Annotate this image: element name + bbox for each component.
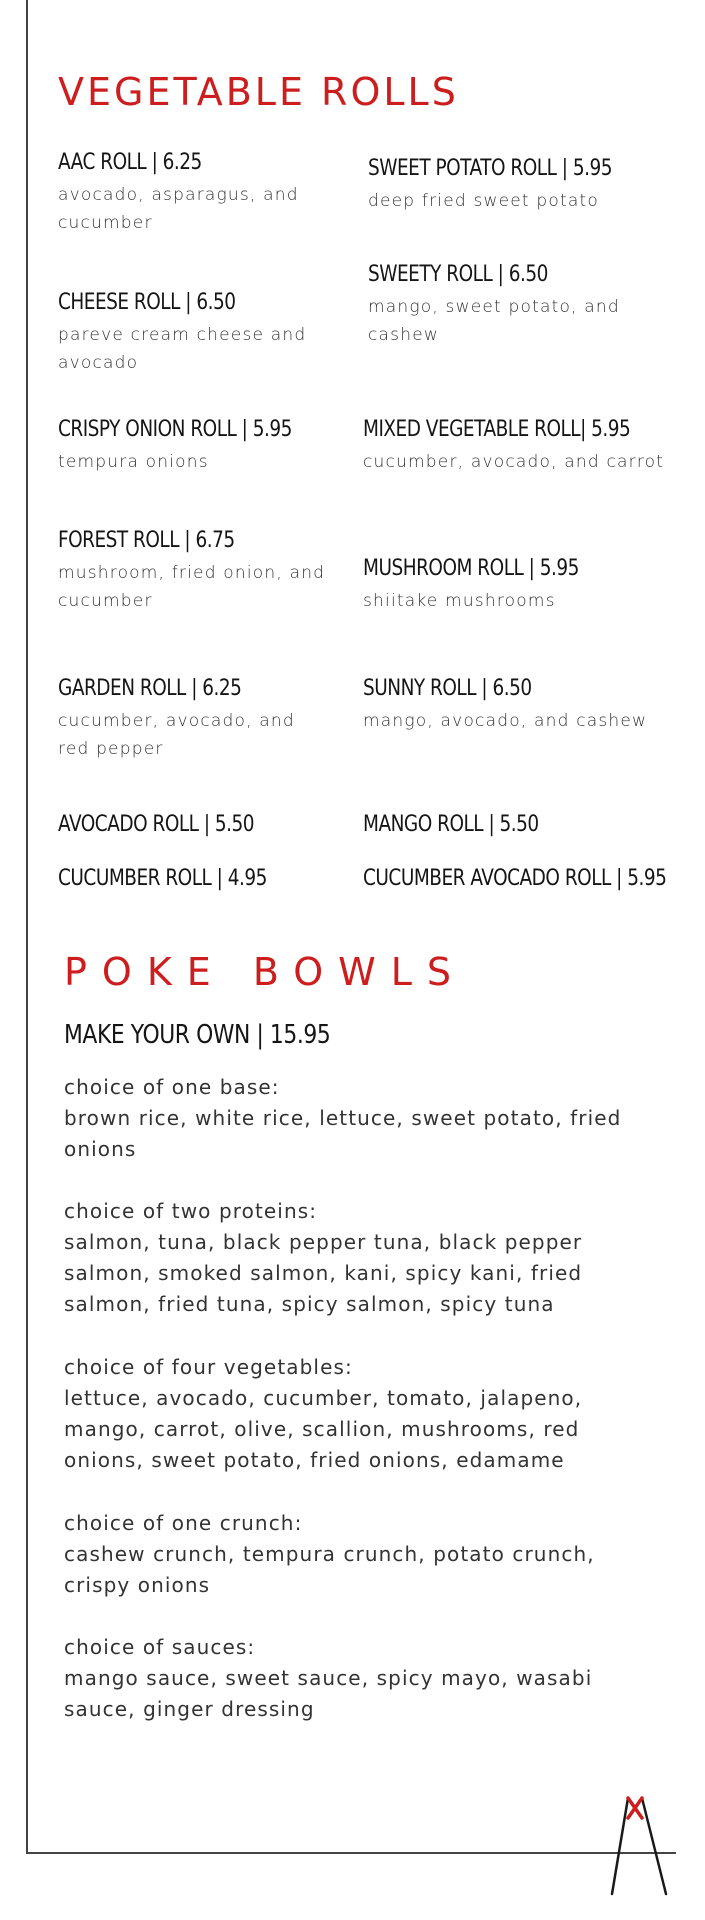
item-name: CUCUMBER AVOCADO ROLL | 5.95 — [363, 866, 667, 891]
item-desc: mango, sweet potato, and cashew — [368, 297, 620, 345]
poke-group-options: salmon, tuna, black pepper tuna, black pepper salmon, smoked salmon, kani, spicy kani, fried salmon, fried tuna, spicy salmon, spicy tuna — [64, 1230, 583, 1316]
item-desc: mushroom, fried onion, and cucumber — [58, 563, 326, 611]
poke-group-vegetables — [64, 1352, 664, 1476]
item-desc: mango, avocado, and cashew — [363, 711, 648, 731]
poke-bowls-title: POKE BOWLS — [64, 950, 467, 994]
make-your-own-header: MAKE YOUR OWN | 15.95 — [64, 1020, 331, 1050]
item-name: AVOCADO ROLL | 5.50 — [58, 812, 255, 837]
poke-group-label: choice of one base: — [64, 1075, 280, 1099]
menu-item-sweety-roll — [368, 262, 638, 349]
poke-group-sauces — [64, 1632, 664, 1725]
item-name: SWEETY ROLL | 6.50 — [368, 262, 548, 287]
menu-item-mango-roll — [363, 812, 683, 837]
item-name: FOREST ROLL | 6.75 — [58, 528, 235, 553]
menu-item-avocado-roll — [58, 812, 328, 837]
item-name: GARDEN ROLL | 6.25 — [58, 676, 242, 701]
poke-group-base — [64, 1072, 664, 1165]
menu-item-mixed-vegetable-roll — [363, 417, 683, 476]
item-desc: avocado, asparagus, and cucumber — [58, 185, 299, 233]
menu-item-crispy-onion-roll — [58, 417, 328, 476]
item-desc: cucumber, avocado, and red pepper — [58, 711, 295, 759]
item-desc: shiitake mushrooms — [363, 591, 556, 611]
poke-group-crunch — [64, 1508, 664, 1601]
frame-left-border — [26, 0, 28, 1853]
poke-group-label: choice of one crunch: — [64, 1511, 303, 1535]
chopsticks-icon — [600, 1796, 670, 1896]
item-name: SUNNY ROLL | 6.50 — [363, 676, 532, 701]
item-name: AAC ROLL | 6.25 — [58, 150, 202, 175]
item-name: MANGO ROLL | 5.50 — [363, 812, 539, 837]
menu-item-aac-roll — [58, 150, 328, 237]
poke-group-options: cashew crunch, tempura crunch, potato crunch, crispy onions — [64, 1542, 595, 1597]
item-name: MIXED VEGETABLE ROLL| 5.95 — [363, 417, 631, 442]
item-desc: cucumber, avocado, and carrot — [363, 452, 665, 472]
item-desc: deep fried sweet potato — [368, 191, 599, 211]
poke-group-proteins — [64, 1196, 664, 1320]
poke-group-options: mango sauce, sweet sauce, spicy mayo, wasabi sauce, ginger dressing — [64, 1666, 593, 1721]
poke-group-label: choice of four vegetables: — [64, 1355, 353, 1379]
poke-group-options: lettuce, avocado, cucumber, tomato, jalapeno, mango, carrot, olive, scallion, mushrooms, red onions, sweet potato, fried onions, edamame — [64, 1386, 583, 1472]
poke-group-label: choice of sauces: — [64, 1635, 256, 1659]
menu-item-sweet-potato-roll — [368, 156, 638, 215]
menu-item-forest-roll — [58, 528, 328, 615]
menu-item-mushroom-roll — [363, 556, 683, 615]
menu-item-cucumber-avocado-roll — [363, 866, 683, 891]
menu-item-garden-roll — [58, 676, 328, 763]
item-name: SWEET POTATO ROLL | 5.95 — [368, 156, 612, 181]
poke-group-options: brown rice, white rice, lettuce, sweet potato, fried onions — [64, 1106, 622, 1161]
vegetable-rolls-title: VEGETABLE ROLLS — [58, 70, 459, 114]
item-desc: tempura onions — [58, 452, 209, 472]
frame-bottom-border — [26, 1852, 676, 1854]
item-name: CHEESE ROLL | 6.50 — [58, 290, 236, 315]
menu-item-cheese-roll — [58, 290, 328, 377]
menu-item-sunny-roll — [363, 676, 683, 735]
poke-group-label: choice of two proteins: — [64, 1199, 318, 1223]
item-name: MUSHROOM ROLL | 5.95 — [363, 556, 579, 581]
menu-item-cucumber-roll — [58, 866, 328, 891]
item-name: CRISPY ONION ROLL | 5.95 — [58, 417, 292, 442]
item-desc: pareve cream cheese and avocado — [58, 325, 307, 373]
item-name: CUCUMBER ROLL | 4.95 — [58, 866, 267, 891]
